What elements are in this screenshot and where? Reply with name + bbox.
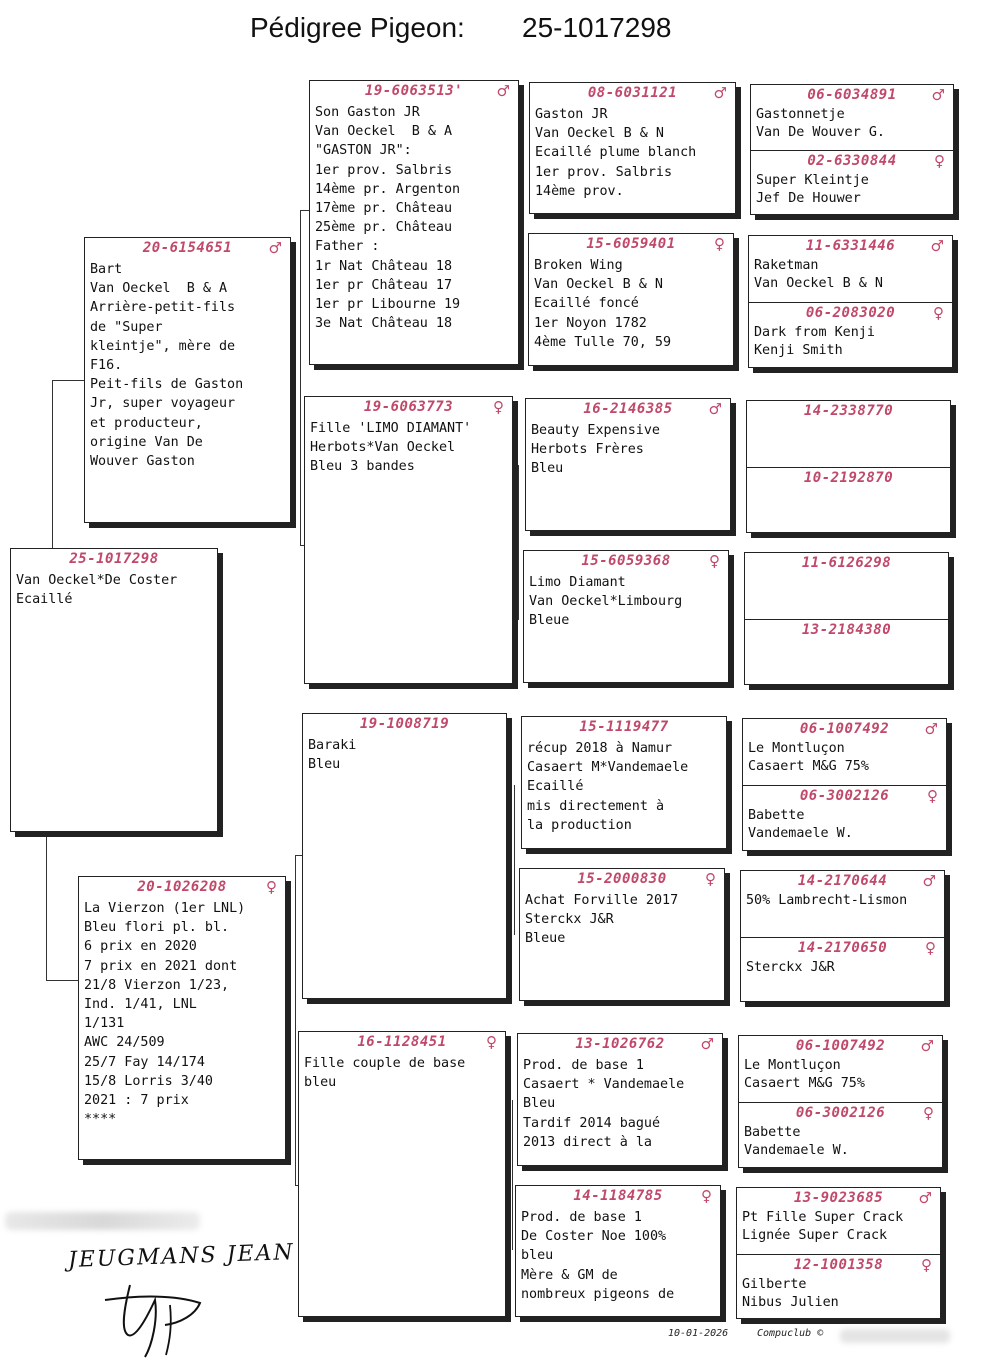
ggp-box-1 <box>529 82 736 214</box>
ring-number: 25-1017298 <box>69 551 159 567</box>
pigeon-details: Bart Van Oeckel B & A Arrière-petit-fils de "Super kleintje", mère de F16. Peit-fils de Gaston Jr, super voyageur et producteur, origine Van De Wouver Gaston <box>90 262 244 470</box>
ggp-box-6 <box>519 868 725 1001</box>
ggp-box-8 <box>515 1185 721 1317</box>
connector <box>295 855 296 1185</box>
connector <box>52 380 85 381</box>
granddam-paternal-box <box>304 396 513 684</box>
connector <box>512 1100 513 1250</box>
connector <box>522 150 523 295</box>
female-symbol-icon: ♀ <box>927 787 938 805</box>
pigeon-details: Van Oeckel*De Coster Ecaillé <box>16 573 178 608</box>
ring-number: 14-1184785 <box>573 1188 663 1204</box>
ring-number: 10-2192870 <box>803 470 894 486</box>
connector <box>514 785 515 935</box>
connector <box>295 855 302 856</box>
granddam-maternal-box <box>298 1031 506 1317</box>
dam-box <box>78 876 286 1160</box>
female-symbol-icon: ♀ <box>701 1187 712 1205</box>
ring-number: 11-6331446 <box>805 238 896 254</box>
female-symbol-icon: ♀ <box>923 1104 934 1122</box>
ring-number: 12-1001358 <box>793 1257 884 1273</box>
subject-box <box>10 548 218 832</box>
ggp-box-3 <box>525 398 731 531</box>
page-title: Pédigree Pigeon: <box>250 12 465 43</box>
female-symbol-icon: ♀ <box>266 878 277 896</box>
ring-number: 20-1026208 <box>137 879 227 895</box>
ggp-box-4 <box>523 550 729 683</box>
pigeon-details: Prod. de base 1 De Coster Noe 100% bleu Mère & GM de nombreux pigeons de <box>521 1210 675 1302</box>
male-symbol-icon: ♂ <box>496 82 510 100</box>
pigeon-details: Broken Wing Van Oeckel B & N Ecaillé foncé 1er Noyon 1782 4ème Tulle 70, 59 <box>534 258 672 350</box>
ggp-box-7 <box>517 1033 723 1166</box>
software-credit: Compuclub © <box>757 1328 824 1339</box>
male-symbol-icon: ♂ <box>920 1037 934 1055</box>
ring-number: 16-2146385 <box>583 401 673 417</box>
connector <box>46 980 79 981</box>
female-symbol-icon: ♀ <box>933 304 944 322</box>
ring-number: 19-6063513' <box>364 83 464 99</box>
connector <box>300 210 309 211</box>
pigeon-details: Babette Vandemaele W. <box>748 808 853 841</box>
pigeon-details: Babette Vandemaele W. <box>744 1125 849 1158</box>
pigeon-details: Baraki Bleu <box>308 738 357 773</box>
pigeon-details: Pt Fille Super Crack Lignée Super Crack <box>742 1210 904 1243</box>
pigeon-details: récup 2018 à Namur Casaert M*Vandemaele Ecaillé mis directement à la production <box>527 741 689 833</box>
female-symbol-icon: ♀ <box>493 398 504 416</box>
pigeon-details: Gilberte Nibus Julien <box>742 1277 839 1310</box>
female-symbol-icon: ♀ <box>486 1033 497 1051</box>
male-symbol-icon: ♂ <box>700 1035 714 1053</box>
pigeon-details: Limo Diamant Van Oeckel*Limbourg Bleue <box>529 575 683 629</box>
ring-number: 06-3002126 <box>799 788 890 804</box>
gggp-pair-5 <box>742 718 947 851</box>
pigeon-details: La Vierzon (1er LNL) Bleu flori pl. bl. 6 prix en 2020 7 prix en 2021 dont 21/8 Vierzon 1/23, Ind. 1/41, LNL 1/131 AWC 24/509 25/7 Fay 14/174 15/8 Lorris 3/40 2021 : 7 prix **** <box>84 901 246 1128</box>
pigeon-details: Gaston JR Van Oeckel B & N Ecaillé plume blanch 1er prov. Salbris 14ème prov. <box>535 107 697 199</box>
male-symbol-icon: ♂ <box>268 239 282 257</box>
male-symbol-icon: ♂ <box>930 237 944 255</box>
gggp-pair-7 <box>738 1035 943 1168</box>
male-symbol-icon: ♂ <box>922 872 936 890</box>
female-symbol-icon: ♀ <box>921 1256 932 1274</box>
connector <box>46 830 47 980</box>
ring-number: 13-2184380 <box>801 622 892 638</box>
female-symbol-icon: ♀ <box>709 552 720 570</box>
subject-ring-number: 25-1017298 <box>522 12 672 43</box>
gggp-pair-6 <box>740 870 945 1002</box>
pigeon-details: Le Montluçon Casaert M&G 75% <box>748 741 869 774</box>
ring-number: 13-9023685 <box>793 1190 884 1206</box>
male-symbol-icon: ♂ <box>924 720 938 738</box>
male-symbol-icon: ♂ <box>708 400 722 418</box>
pigeon-details: Fille couple de base bleu <box>304 1056 466 1091</box>
ring-number: 02-6330844 <box>807 153 897 169</box>
pigeon-details: Le Montluçon Casaert M&G 75% <box>744 1058 865 1091</box>
ggp-box-5 <box>521 716 727 849</box>
ring-number: 16-1128451 <box>357 1034 447 1050</box>
connector <box>300 210 301 545</box>
ring-number: 15-2000830 <box>577 871 667 887</box>
pigeon-details: Dark from Kenji Kenji Smith <box>754 325 875 358</box>
ring-number: 15-6059368 <box>581 553 671 569</box>
gggp-pair-4 <box>744 552 949 685</box>
breeder-name-handwritten: JEUGMANS JEAN <box>67 1240 296 1273</box>
pigeon-details: Sterckx J&R <box>746 960 835 975</box>
gggp-pair-8 <box>736 1187 941 1319</box>
pigeon-details: Super Kleintje Jef De Houwer <box>756 173 869 206</box>
ring-number: 14-2338770 <box>803 403 894 419</box>
ring-number: 14-2170650 <box>797 940 888 956</box>
redacted-footer-text <box>840 1329 950 1343</box>
gggp-pair-3 <box>746 400 951 533</box>
ring-number: 19-6063773 <box>363 399 454 415</box>
ring-number: 06-2083020 <box>805 305 896 321</box>
pigeon-details: Achat Forville 2017 Sterckx J&R Bleue <box>525 893 679 947</box>
pigeon-details: Raketman Van Oeckel B & N <box>754 258 883 291</box>
pigeon-details: 50% Lambrecht-Lismon <box>746 893 908 908</box>
pigeon-details: Beauty Expensive Herbots Frères Bleu <box>531 423 660 477</box>
ring-number: 20-6154651 <box>142 240 233 256</box>
female-symbol-icon: ♀ <box>705 870 716 888</box>
male-symbol-icon: ♂ <box>918 1189 932 1207</box>
ring-number: 08-6031121 <box>587 85 678 101</box>
ring-number: 14-2170644 <box>797 873 888 889</box>
ring-number: 06-6034891 <box>807 87 897 103</box>
connector <box>52 380 53 550</box>
pigeon-details: Fille 'LIMO DIAMANT' Herbots*Van Oeckel Bleu 3 bandes <box>310 421 472 475</box>
ring-number: 06-1007492 <box>795 1038 886 1054</box>
grandsire-maternal-box <box>302 713 507 999</box>
pedigree-header <box>0 8 989 48</box>
ring-number: 15-1119477 <box>579 719 669 735</box>
male-symbol-icon: ♂ <box>713 84 727 102</box>
ggp-box-2 <box>528 233 734 366</box>
ring-number: 06-3002126 <box>795 1105 886 1121</box>
ring-number: 06-1007492 <box>799 721 890 737</box>
ring-number: 13-1026762 <box>575 1036 665 1052</box>
female-symbol-icon: ♀ <box>934 152 945 170</box>
gggp-pair-2 <box>748 235 953 368</box>
ring-number: 11-6126298 <box>801 555 892 571</box>
signature-icon <box>100 1275 210 1360</box>
sire-box <box>84 237 291 523</box>
pigeon-details: Prod. de base 1 Casaert * Vandemaele Bleu Tardif 2014 bagué 2013 direct à la <box>523 1058 685 1150</box>
print-date: 10-01-2026 <box>668 1328 729 1339</box>
female-symbol-icon: ♀ <box>925 939 936 957</box>
male-symbol-icon: ♂ <box>931 86 945 104</box>
redacted-owner-text <box>5 1212 200 1230</box>
gggp-pair-1 <box>750 84 954 215</box>
connector <box>518 465 519 620</box>
pigeon-details: Son Gaston JR Van Oeckel B & A "GASTON JR": 1er prov. Salbris 14ème pr. Argenton 17ème pr. Château 25ème pr. Château Father : 1r Nat Château 18 1er pr Château 17 1er pr Libourne 19 3e Nat Château 18 <box>315 105 461 332</box>
ring-number: 19-1008719 <box>359 716 450 732</box>
pigeon-details: Gastonnetje Van De Wouver G. <box>756 107 885 140</box>
female-symbol-icon: ♀ <box>714 235 725 253</box>
ring-number: 15-6059401 <box>586 236 676 252</box>
grandsire-paternal-box <box>309 80 519 365</box>
